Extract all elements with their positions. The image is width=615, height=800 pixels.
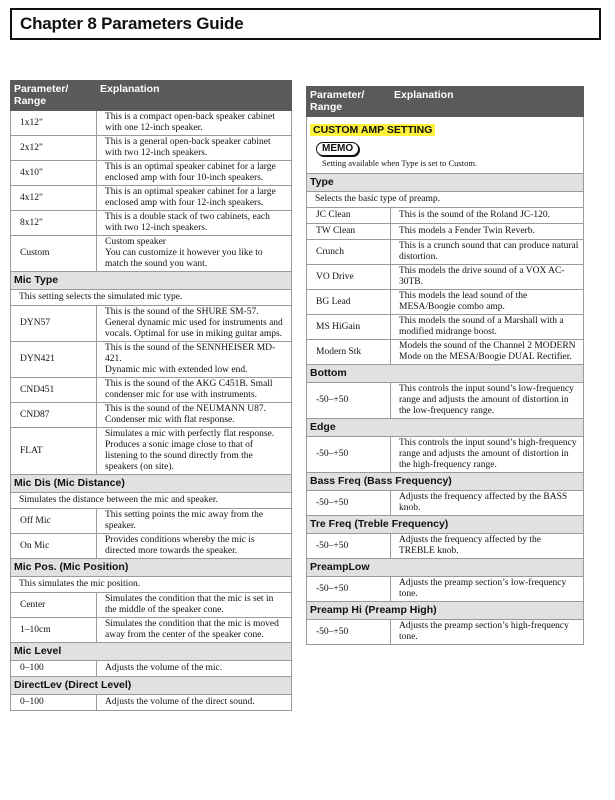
param-explanation: This is the sound of the AKG C451B. Small condenser mic for use with instruments. — [97, 378, 292, 403]
right-parameter-table — [306, 86, 584, 645]
param-value: -50–+50 — [307, 620, 391, 645]
table-row — [307, 224, 584, 240]
right-column — [306, 86, 584, 645]
param-explanation: This models the sound of a Marshall with a modified midrange boost. — [391, 315, 584, 340]
table-header-row — [307, 87, 584, 117]
param-explanation: Simulates a mic with perfectly flat response. Produces a sonic image close to that of listening to the sound directly from the speakers (on site). — [97, 428, 292, 475]
param-value: CND451 — [11, 378, 97, 403]
custom-amp-title: CUSTOM AMP SETTING — [310, 124, 435, 136]
section-row — [307, 559, 584, 577]
param-explanation: Adjusts the volume of the mic. — [97, 661, 292, 677]
section-row — [307, 419, 584, 437]
param-value: DYN57 — [11, 306, 97, 342]
section-title: PreampLow — [307, 559, 584, 577]
table-row — [11, 211, 292, 236]
table-row — [11, 661, 292, 677]
table-row — [11, 428, 292, 475]
section-row — [307, 473, 584, 491]
section-description: This simulates the mic position. — [11, 577, 292, 593]
custom-amp-row — [307, 117, 584, 174]
param-explanation: This is a double stack of two cabinets, each with two 12-inch speakers. — [97, 211, 292, 236]
param-explanation: This is the sound of the Roland JC-120. — [391, 208, 584, 224]
param-value: On Mic — [11, 534, 97, 559]
table-row — [11, 111, 292, 136]
table-header-row — [11, 81, 292, 111]
table-row — [11, 306, 292, 342]
table-row — [11, 378, 292, 403]
section-description-row — [11, 493, 292, 509]
section-description: Simulates the distance between the mic and speaker. — [11, 493, 292, 509]
param-value: MS HiGain — [307, 315, 391, 340]
left-column — [10, 80, 292, 711]
param-explanation: This models a Fender Twin Reverb. — [391, 224, 584, 240]
memo-note: Setting available when Type is set to Custom. — [322, 158, 478, 168]
param-value: VO Drive — [307, 265, 391, 290]
param-explanation: This controls the input sound’s high-frequency range and adjusts the amount of distortion in the high-frequency range. — [391, 437, 584, 473]
table-row — [307, 265, 584, 290]
param-explanation: Provides conditions whereby the mic is directed more towards the speaker. — [97, 534, 292, 559]
param-explanation: This is an optimal speaker cabinet for a large enclosed amp with four 10-inch speakers. — [97, 161, 292, 186]
param-value: CND87 — [11, 403, 97, 428]
right-table-body — [307, 117, 584, 645]
param-explanation: This models the lead sound of the MESA/Boogie combo amp. — [391, 290, 584, 315]
param-explanation: Adjusts the preamp section’s high-frequency tone. — [391, 620, 584, 645]
param-explanation: Adjusts the volume of the direct sound. — [97, 695, 292, 711]
table-row — [307, 383, 584, 419]
table-row — [11, 593, 292, 618]
param-explanation: Adjusts the frequency affected by the TREBLE knob. — [391, 534, 584, 559]
section-title: Mic Pos. (Mic Position) — [11, 559, 292, 577]
section-title: Type — [307, 174, 584, 192]
param-value: -50–+50 — [307, 491, 391, 516]
section-title: Bass Freq (Bass Frequency) — [307, 473, 584, 491]
param-value: -50–+50 — [307, 383, 391, 419]
param-value: DYN421 — [11, 342, 97, 378]
param-value: 1x12" — [11, 111, 97, 136]
section-title: Preamp Hi (Preamp High) — [307, 602, 584, 620]
param-explanation: Custom speaker You can customize it however you like to match the sound you want. — [97, 236, 292, 272]
param-value: Custom — [11, 236, 97, 272]
section-description: Selects the basic type of preamp. — [307, 192, 584, 208]
section-description: This setting selects the simulated mic type. — [11, 290, 292, 306]
section-title: Tre Freq (Treble Frequency) — [307, 516, 584, 534]
explanation-header: Explanation — [391, 87, 584, 117]
section-row — [307, 602, 584, 620]
table-row — [307, 340, 584, 365]
left-parameter-table — [10, 80, 292, 711]
param-value: FLAT — [11, 428, 97, 475]
table-row — [11, 618, 292, 643]
table-row — [307, 620, 584, 645]
explanation-header: Explanation — [97, 81, 292, 111]
param-explanation: This models the drive sound of a VOX AC-30TB. — [391, 265, 584, 290]
param-explanation: This setting points the mic away from the speaker. — [97, 509, 292, 534]
table-row — [11, 161, 292, 186]
table-row — [11, 509, 292, 534]
page-title: Chapter 8 Parameters Guide — [10, 8, 601, 40]
param-value: JC Clean — [307, 208, 391, 224]
param-explanation: Adjusts the frequency affected by the BASS knob. — [391, 491, 584, 516]
param-value: -50–+50 — [307, 577, 391, 602]
param-explanation: This is a crunch sound that can produce natural distortion. — [391, 240, 584, 265]
section-row — [11, 559, 292, 577]
param-explanation: This is the sound of the SHURE SM-57. General dynamic mic used for instruments and vocals. Optimal for use in miking guitar amps. — [97, 306, 292, 342]
param-value: Center — [11, 593, 97, 618]
param-value: Crunch — [307, 240, 391, 265]
section-title: DirectLev (Direct Level) — [11, 677, 292, 695]
param-value: 0–100 — [11, 661, 97, 677]
section-title: Bottom — [307, 365, 584, 383]
param-explanation: This is a compact open-back speaker cabinet with one 12-inch speaker. — [97, 111, 292, 136]
param-value: 4x10" — [11, 161, 97, 186]
custom-amp-cell — [307, 117, 584, 174]
param-value: BG Lead — [307, 290, 391, 315]
param-value: Modern Stk — [307, 340, 391, 365]
param-value: -50–+50 — [307, 437, 391, 473]
section-row — [11, 643, 292, 661]
param-explanation: This controls the input sound’s low-frequency range and adjusts the amount of distortion in the low-frequency range. — [391, 383, 584, 419]
section-row — [11, 475, 292, 493]
param-value: Off Mic — [11, 509, 97, 534]
table-row — [307, 577, 584, 602]
param-explanation: Models the sound of the Channel 2 MODERN Mode on the MESA/Boogie DUAL Rectifier. — [391, 340, 584, 365]
table-row — [11, 534, 292, 559]
param-value: 8x12" — [11, 211, 97, 236]
table-row — [307, 437, 584, 473]
table-row — [11, 236, 292, 272]
section-row — [11, 272, 292, 290]
table-row — [307, 315, 584, 340]
param-value: -50–+50 — [307, 534, 391, 559]
memo-icon: MEMO — [316, 142, 359, 156]
param-explanation: This is the sound of the NEUMANN U87. Condenser mic with flat response. — [97, 403, 292, 428]
param-value: 4x12" — [11, 186, 97, 211]
param-value: 1–10cm — [11, 618, 97, 643]
table-row — [307, 290, 584, 315]
param-explanation: This is a general open-back speaker cabinet with two 12-inch speakers. — [97, 136, 292, 161]
table-row — [11, 136, 292, 161]
section-row — [11, 677, 292, 695]
table-row — [11, 342, 292, 378]
section-row — [307, 516, 584, 534]
table-row — [307, 240, 584, 265]
table-row — [307, 491, 584, 516]
param-value: 0–100 — [11, 695, 97, 711]
table-row — [307, 534, 584, 559]
section-row — [307, 365, 584, 383]
section-title: Mic Dis (Mic Distance) — [11, 475, 292, 493]
table-row — [11, 695, 292, 711]
table-row — [11, 186, 292, 211]
param-explanation: Simulates the condition that the mic is set in the middle of the speaker cone. — [97, 593, 292, 618]
section-title: Mic Type — [11, 272, 292, 290]
param-header: Parameter/ Range — [11, 81, 97, 111]
left-table-body — [11, 111, 292, 711]
table-row — [307, 208, 584, 224]
param-explanation: This is the sound of the SENNHEISER MD-421. Dynamic mic with extended low end. — [97, 342, 292, 378]
param-explanation: This is an optimal speaker cabinet for a large enclosed amp with four 12-inch speakers. — [97, 186, 292, 211]
param-value: TW Clean — [307, 224, 391, 240]
section-description-row — [11, 290, 292, 306]
param-explanation: Adjusts the preamp section’s low-frequency tone. — [391, 577, 584, 602]
section-row — [307, 174, 584, 192]
section-title: Mic Level — [11, 643, 292, 661]
section-description-row — [11, 577, 292, 593]
section-description-row — [307, 192, 584, 208]
param-header: Parameter/ Range — [307, 87, 391, 117]
section-title: Edge — [307, 419, 584, 437]
param-explanation: Simulates the condition that the mic is moved away from the center of the speaker cone. — [97, 618, 292, 643]
table-row — [11, 403, 292, 428]
param-value: 2x12" — [11, 136, 97, 161]
